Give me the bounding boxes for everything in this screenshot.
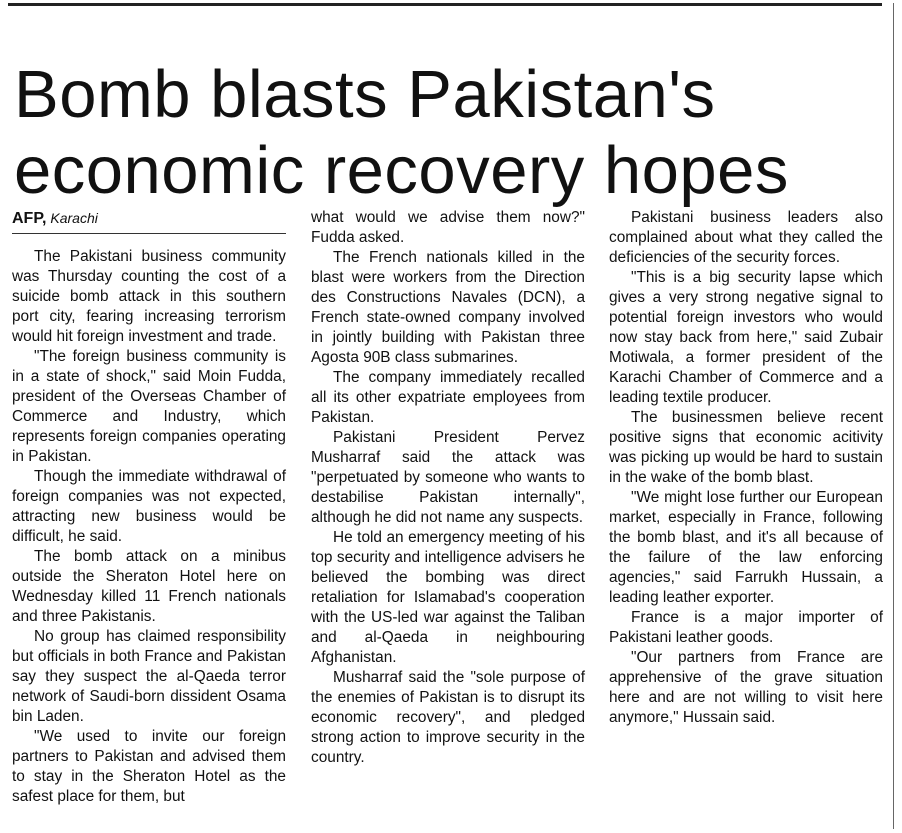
paragraph: No group has claimed responsibility but officials in both France and Pakistan say they suspect the al-Qaeda terror network of Saudi-born dissident Osama bin Laden. [12, 628, 286, 725]
paragraph: The Pakistani business community was Thursday counting the cost of a suicide bomb attack in this southern port city, fearing increasing terrorism would hit foreign investment and trade. [12, 248, 286, 345]
byline-rule [12, 233, 286, 234]
article-column-2 [311, 208, 585, 768]
column-rule [893, 3, 894, 829]
byline-location: Karachi [50, 210, 98, 226]
paragraph: The businessmen believe recent positive signs that economic acitivity was picking up would be hard to sustain in the wake of the bomb blast. [609, 409, 883, 486]
byline-agency: AFP, [12, 210, 47, 227]
paragraph: Pakistani business leaders also complained about what they called the deficiencies of the security forces. [609, 209, 883, 266]
paragraph: "Our partners from France are apprehensive of the grave situation here and are not willing to visit here anymore," Hussain said. [609, 649, 883, 726]
paragraph: The bomb attack on a minibus outside the Sheraton Hotel here on Wednesday killed 11 French nationals and three Pakistanis. [12, 548, 286, 625]
byline [12, 208, 286, 229]
article-column-1 [12, 247, 286, 807]
paragraph: "We used to invite our foreign partners to Pakistan and advised them to stay in the Sheraton Hotel as the safest place for them, but [12, 728, 286, 805]
paragraph: The French nationals killed in the blast were workers from the Direction des Constructions Navales (DCN), a French state-owned company involved in jointly building with Pakistan three Agosta 90B class submarines. [311, 249, 585, 366]
top-rule [8, 3, 882, 6]
paragraph: The company immediately recalled all its other expatriate employees from Pakistan. [311, 369, 585, 426]
paragraph: He told an emergency meeting of his top security and intelligence advisers he believed the bombing was direct retaliation for Islamabad's cooperation with the US-led war against the Taliban and al-Qaeda in neighbouring Afghanistan. [311, 529, 585, 666]
paragraph: Pakistani President Pervez Musharraf said the attack was "perpetuated by someone who wants to destabilise Pakistan internally", although he did not name any suspects. [311, 429, 585, 526]
article-column-3 [609, 208, 883, 728]
paragraph: Musharraf said the "sole purpose of the enemies of Pakistan is to disrupt its economic recovery", and pledged strong action to improve security in the country. [311, 669, 585, 766]
headline: Bomb blasts Pakistan's economic recovery hopes [14, 56, 789, 208]
paragraph: "We might lose further our European market, especially in France, following the bomb blast, and it's all because of the failure of the law enforcing agencies," said Farrukh Hussain, a leading leather exporter. [609, 489, 883, 606]
paragraph: "The foreign business community is in a state of shock," said Moin Fudda, president of the Overseas Chamber of Commerce and Industry, which represents foreign companies operating in Pakistan. [12, 348, 286, 465]
paragraph: France is a major importer of Pakistani leather goods. [609, 609, 883, 646]
paragraph: Though the immediate withdrawal of foreign companies was not expected, attracting new business would be difficult, he said. [12, 468, 286, 545]
paragraph: "This is a big security lapse which gives a very strong negative signal to potential foreign investors who would now stay back from here," said Zubair Motiwala, a former president of the Karachi Chamber of Commerce and a leading textile producer. [609, 269, 883, 406]
paragraph: what would we advise them now?" Fudda asked. [311, 209, 585, 246]
